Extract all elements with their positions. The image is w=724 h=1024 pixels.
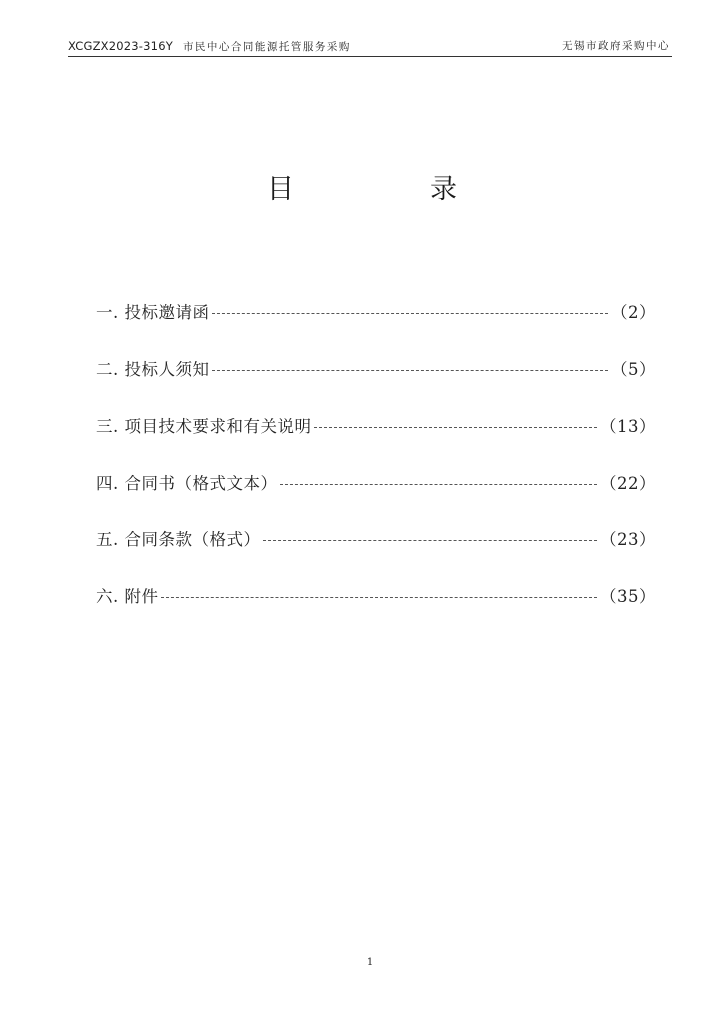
toc-entry-page: （5） <box>611 360 656 379</box>
dot-leader <box>161 597 598 598</box>
toc-entry-number: 四. <box>96 474 119 493</box>
toc-entry-title: 合同条款（格式） <box>124 530 261 549</box>
toc-entry-title: 项目技术要求和有关说明 <box>124 417 312 436</box>
dot-leader <box>314 427 598 428</box>
toc-entry-page: （13） <box>600 417 656 436</box>
page-title <box>0 172 724 208</box>
page-header <box>68 38 672 57</box>
dot-leader <box>212 370 609 371</box>
title-char-1: 目 <box>267 174 294 205</box>
toc-entry-number: 三. <box>96 417 119 436</box>
page-number: 1 <box>366 957 374 968</box>
toc-entry-title: 投标人须知 <box>124 360 210 379</box>
toc-entry-page: （22） <box>600 474 656 493</box>
toc-entry-title: 投标邀请函 <box>124 303 210 322</box>
toc-entry-number: 六. <box>96 587 119 606</box>
toc-entry-3[interactable] <box>96 414 656 440</box>
dot-leader <box>212 313 609 314</box>
toc-entry-1[interactable] <box>96 300 656 326</box>
toc-entry-6[interactable] <box>96 584 656 610</box>
toc-entry-page: （35） <box>600 587 656 606</box>
toc-entry-title: 附件 <box>124 587 159 606</box>
project-code: XCGZX2023-316Y <box>68 39 173 53</box>
toc-entry-2[interactable] <box>96 357 656 383</box>
toc-entry-5[interactable] <box>96 527 656 553</box>
toc-entry-page: （2） <box>611 303 656 322</box>
organization-name: 无锡市政府采购中心 <box>562 40 670 52</box>
toc-entry-number: 一. <box>96 303 119 322</box>
toc-entry-page: （23） <box>600 530 656 549</box>
header-left <box>68 38 351 55</box>
toc-entry-number: 二. <box>96 360 119 379</box>
title-char-2: 录 <box>430 174 457 205</box>
dot-leader <box>280 484 598 485</box>
toc-entry-4[interactable] <box>96 471 656 497</box>
dot-leader <box>263 540 598 541</box>
toc-entry-title: 合同书（格式文本） <box>124 474 278 493</box>
toc-entry-number: 五. <box>96 530 119 549</box>
project-name: 市民中心合同能源托管服务采购 <box>182 41 351 53</box>
